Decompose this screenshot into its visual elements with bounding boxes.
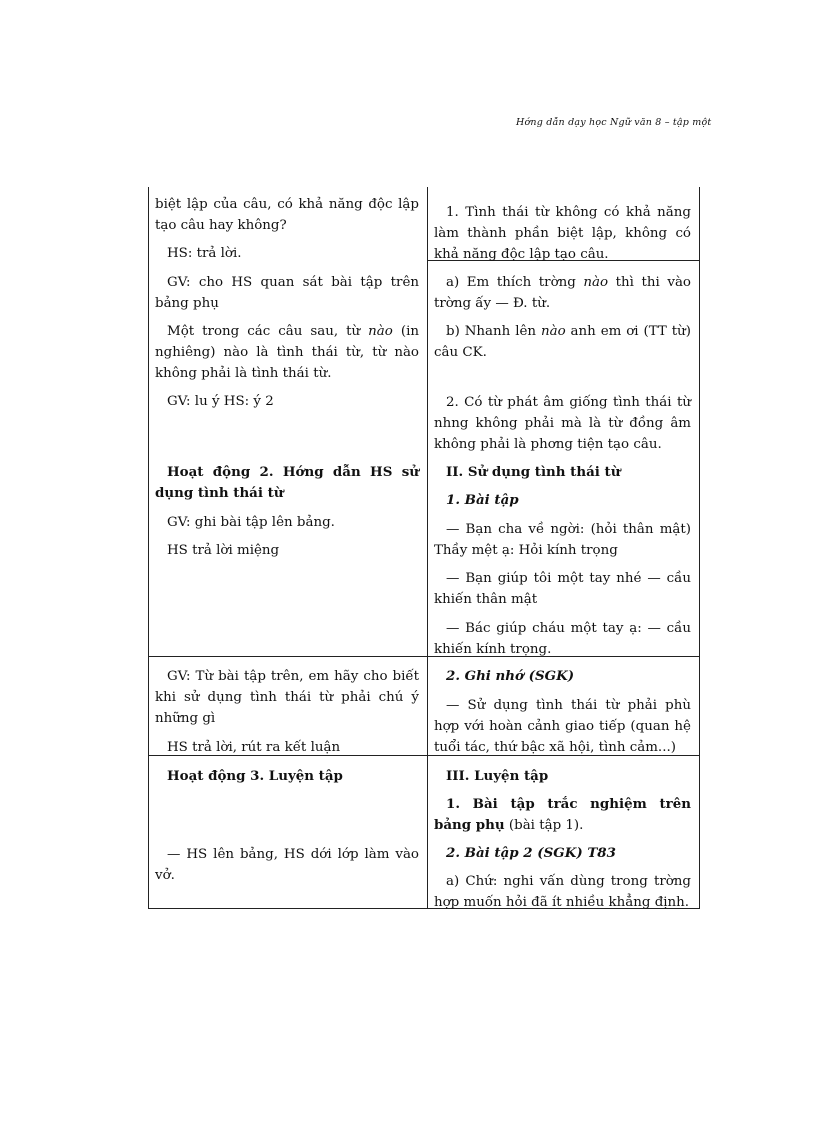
right-text-4: 2. Có từ phát âm giống tình thái từ nhng không phải mà là từ đồng âm không phải là phơng tiện tạo câu.	[434, 395, 691, 452]
table-divider	[427, 187, 428, 908]
right-text-7: — Bạn cha về ngời: (hỏi thân mật) Thầy mệt ạ: Hỏi kính trọng	[434, 522, 691, 558]
section-2-heading: II. Sử dụng tình thái từ	[446, 464, 621, 480]
left-text-12: — HS lên bảng, HS dới lớp làm vào vở.	[155, 847, 419, 883]
right-text-13: 1. Bài tập trắc nghiệm trên bảng phụ (bài tập 1).	[434, 796, 691, 833]
left-text-9: GV: Từ bài tập trên, em hãy cho biết khi sử dụng tình thái từ phải chú ý những gì	[155, 669, 419, 726]
table-border-left	[148, 187, 149, 908]
running-header: Hớng dẫn dạy học Ngữ văn 8 – tập một	[516, 117, 712, 128]
activity-2-heading: Hoạt động 2. Hớng dẫn HS sử dụng tình thái từ	[155, 464, 419, 501]
right-text-3: b) Nhanh lên nào anh em ơi (TT từ) câu CK.	[434, 324, 691, 360]
right-text-8: — Bạn giúp tôi một tay nhé — cầu khiến thân mật	[434, 571, 691, 607]
right-text-1: 1. Tình thái từ không có khả năng làm thành phần biệt lập, không có khả năng độc lập tạo câu.	[434, 205, 691, 262]
exercise-2-heading: 2. Bài tập 2 (SGK) T83	[446, 845, 616, 861]
left-text-5: GV: lu ý HS: ý 2	[167, 394, 274, 409]
left-text-10: HS trả lời, rút ra kết luận	[167, 740, 341, 755]
left-text-7: GV: ghi bài tập lên bảng.	[167, 515, 335, 530]
exercise-1-heading: 1. Bài tập	[446, 492, 519, 508]
activity-3-heading: Hoạt động 3. Luyện tập	[167, 768, 343, 784]
left-text-2: HS: trả lời.	[167, 246, 242, 261]
remember-heading: 2. Ghi nhớ (SGK)	[446, 668, 575, 684]
left-text-4: Một trong các câu sau, từ nào (in nghiêng) nào là tình thái từ, từ nào không phải là tình thái từ.	[155, 324, 419, 381]
section-3-heading: III. Luyện tập	[446, 768, 549, 784]
right-text-15: a) Chứ: nghi vấn dùng trong trờng hợp muốn hỏi đã ít nhiều khẳng định.	[434, 874, 691, 910]
left-text-1: biệt lập của câu, có khả năng độc lập tạo câu hay không?	[155, 197, 419, 233]
right-text-11: — Sử dụng tình thái từ phải phù hợp với hoàn cảnh giao tiếp (quan hệ tuổi tác, thứ bậc xã hội, tình cảm...)	[434, 698, 691, 755]
left-text-8: HS trả lời miệng	[167, 543, 280, 558]
right-text-9: — Bác giúp cháu một tay ạ: — cầu khiến kính trọng.	[434, 621, 691, 657]
right-text-2: a) Em thích trờng nào thì thi vào trờng ấy — Đ. từ.	[434, 275, 691, 311]
table-border-right	[699, 187, 700, 908]
left-text-3: GV: cho HS quan sát bài tập trên bảng phụ	[155, 275, 419, 311]
